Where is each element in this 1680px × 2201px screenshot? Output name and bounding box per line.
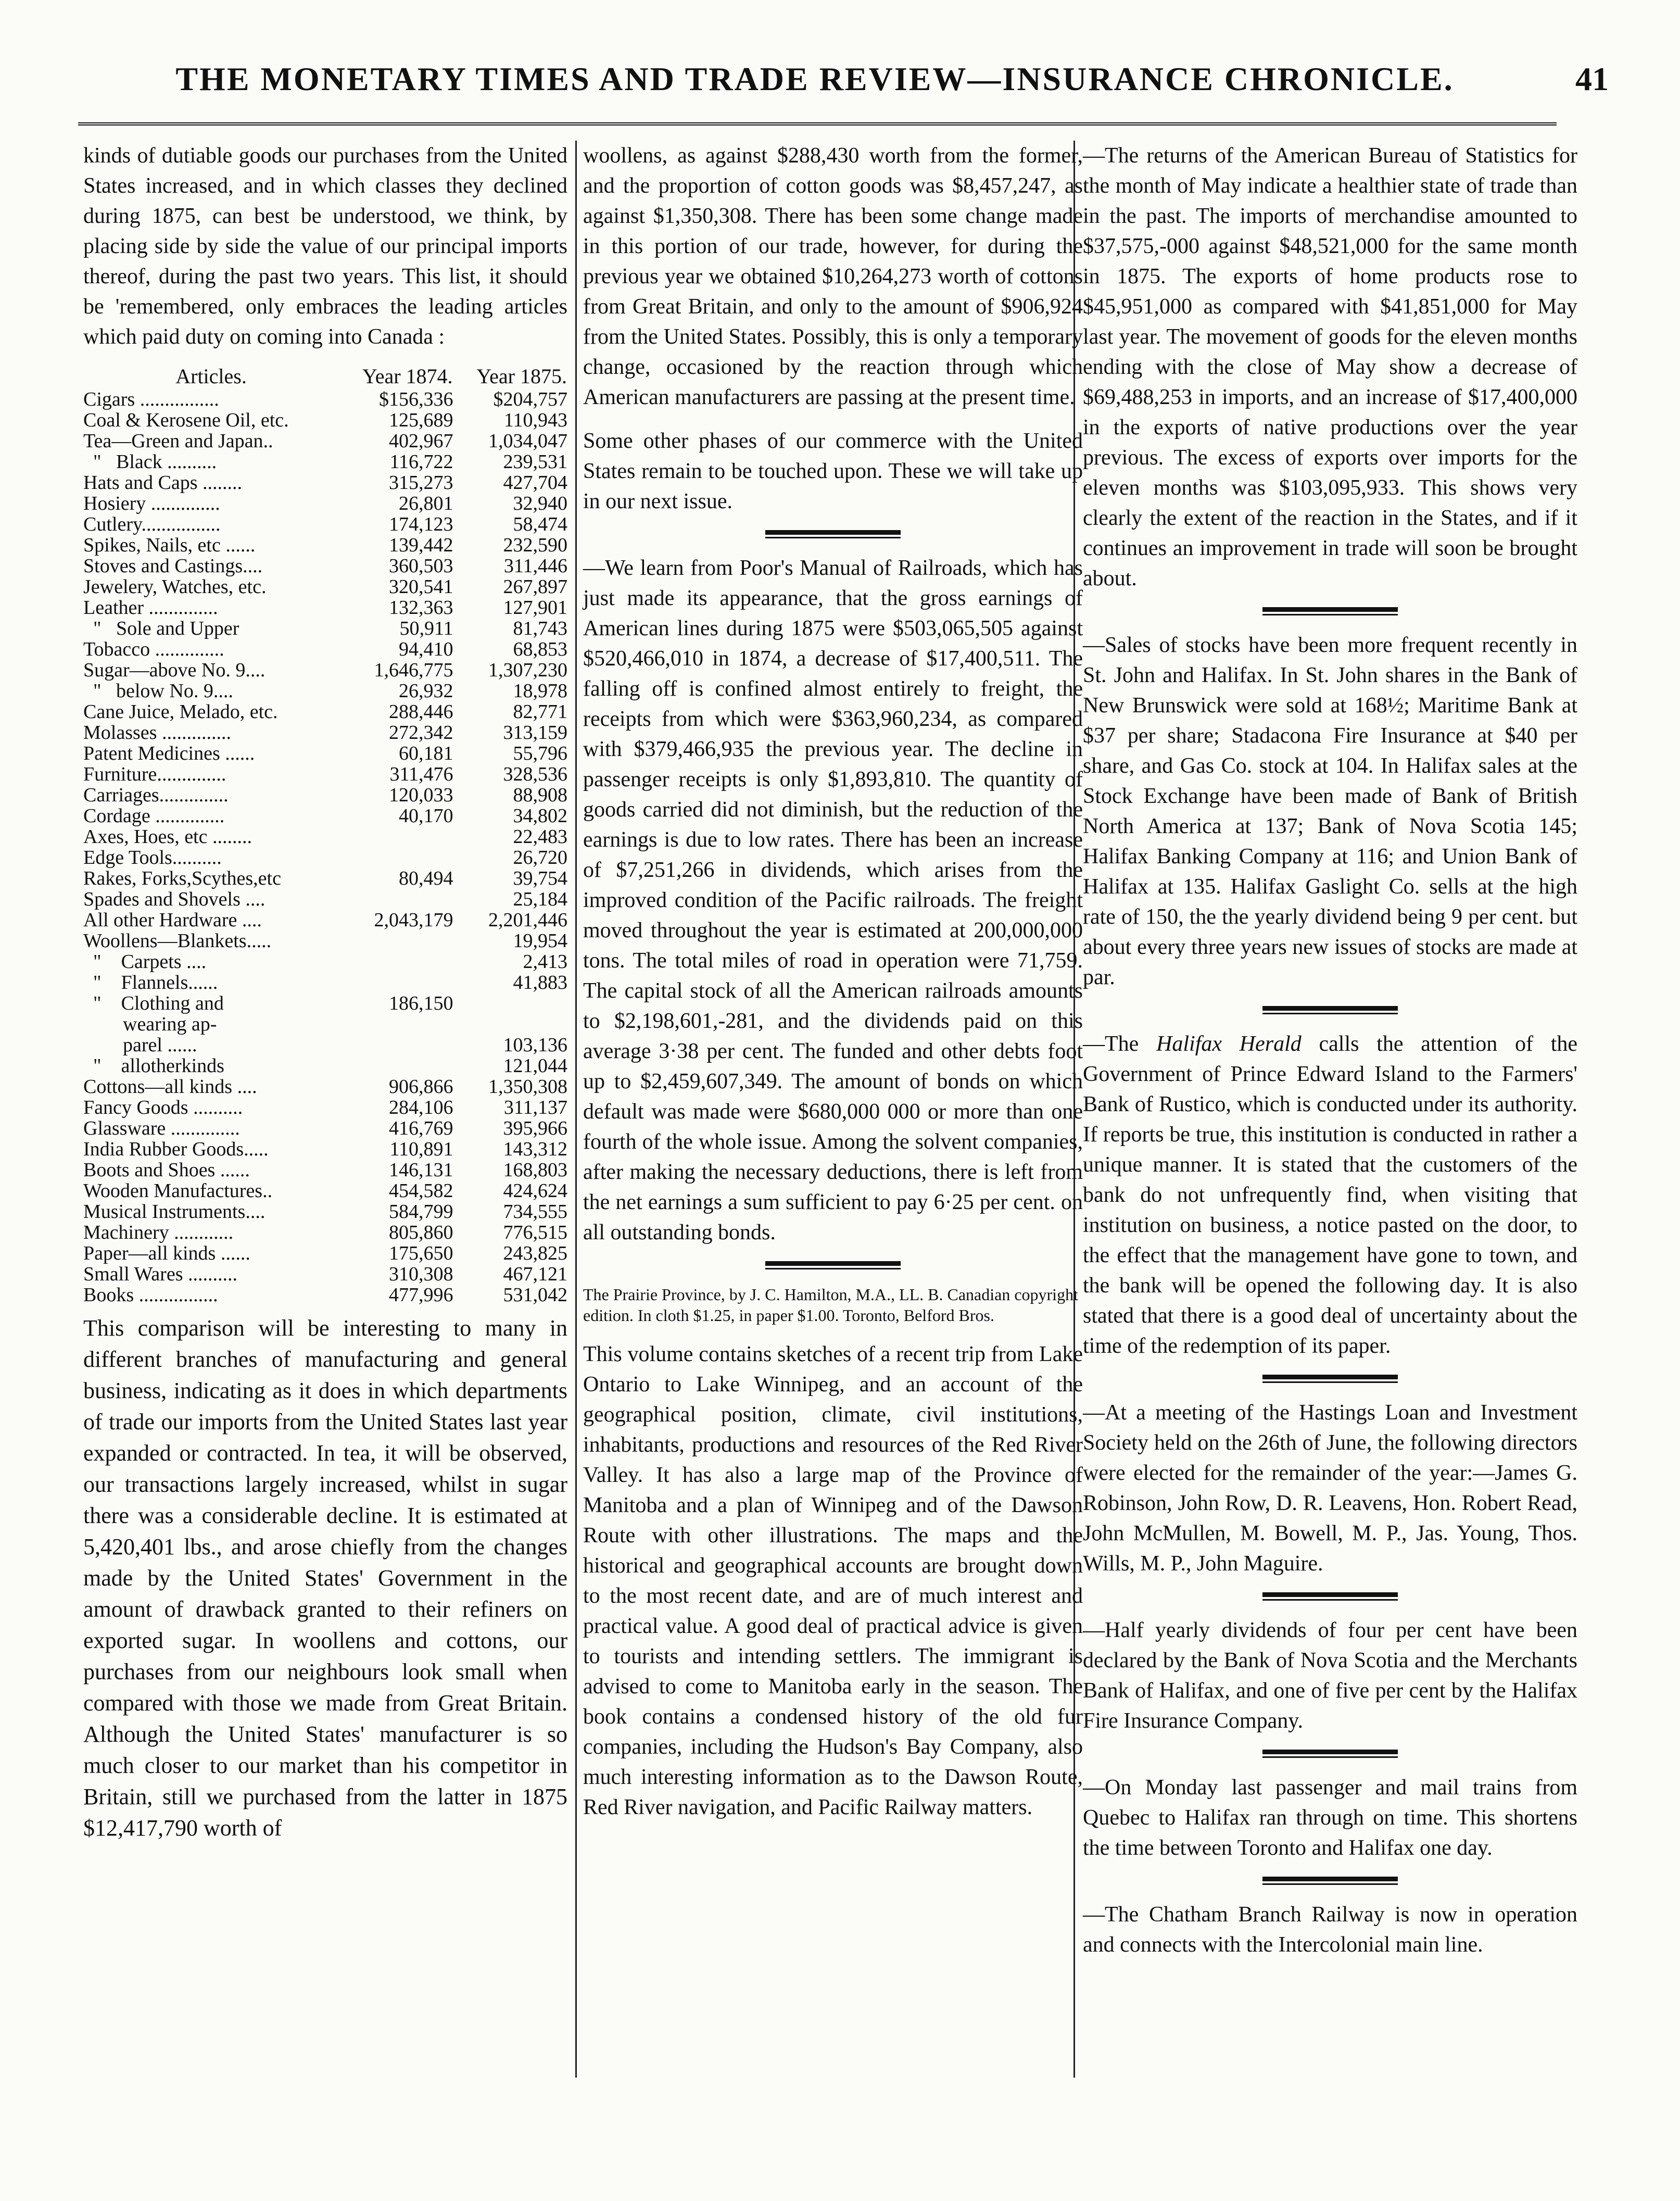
value-cell: 311,476 bbox=[389, 763, 453, 785]
table-row bbox=[83, 535, 567, 556]
section-separator bbox=[1262, 607, 1398, 615]
value-cell bbox=[339, 951, 453, 972]
value-cell: 55,796 bbox=[513, 743, 567, 764]
article-cell: " Carpets .... bbox=[83, 951, 207, 972]
newspaper-name: Halifax Herald bbox=[1156, 1032, 1302, 1056]
article-text: This volume contains sketches of a recent trip from Lake Ontario to Lake Winnipeg, and an account of the geographical position, climate, civil institutions, inhabitants, productions and resources of the Red River Valley. It has also a large map of the Province of Manitoba and a plan of Winnipeg and of the Dawson Route with other illustrations. The maps and the historical and geographical accounts are brought down to the most recent date, and are of much interest and practical value. A good deal of practical advice is given to tourists and intending settlers. The immigrant is advised to come to Manitoba early in the season. The book contains a condensed history of the old fur companies, including the Hudson's Bay Company, also much interesting information as to the Dawson Route, Red River navigation, and Pacific Railway matters. bbox=[583, 1342, 1083, 1819]
value-cell: 34,802 bbox=[513, 805, 567, 827]
value-cell: 320,541 bbox=[389, 576, 453, 598]
value-cell: 127,901 bbox=[503, 597, 567, 619]
section-separator bbox=[765, 1261, 901, 1269]
table-row bbox=[83, 639, 567, 660]
table-body bbox=[83, 389, 567, 1305]
value-cell: 232,590 bbox=[503, 534, 567, 556]
value-cell: 315,273 bbox=[389, 472, 453, 494]
article-cell: Spikes, Nails, etc ...... bbox=[83, 535, 256, 556]
value-cell: 776,515 bbox=[503, 1222, 567, 1243]
value-cell: 26,720 bbox=[513, 847, 567, 869]
value-cell: 284,106 bbox=[389, 1097, 453, 1118]
table-row bbox=[83, 1222, 567, 1243]
table-row bbox=[83, 1180, 567, 1201]
table-row bbox=[83, 431, 567, 451]
table-row bbox=[83, 1285, 567, 1305]
value-cell: 80,494 bbox=[399, 867, 453, 889]
value-cell: 121,044 bbox=[503, 1055, 567, 1077]
column-1 bbox=[83, 141, 567, 1857]
table-row bbox=[83, 1201, 567, 1222]
value-cell: 19,954 bbox=[513, 930, 567, 952]
article-cell: Hosiery .............. bbox=[83, 493, 220, 514]
table-row bbox=[83, 910, 567, 930]
text-span: calls the attention of the Government of Prince Edward Island to the Farmers' Bank of Rustico, which is conducted under its authority. If reports be true, this institution is conducted in rather a unique manner. It is stated that the customers of the bank do not unfrequently find, when visiting that institution on business, a notice pasted on the door, to the effect that the management have gone to town, and the bank will be opened the following day. It is also stated that there is a good deal of uncertainty about the time of the redemption of its paper. bbox=[1083, 1032, 1578, 1358]
value-cell: 310,308 bbox=[389, 1263, 453, 1285]
article-cell: Carriages.............. bbox=[83, 785, 229, 806]
table-row bbox=[83, 1160, 567, 1180]
table-row bbox=[83, 764, 567, 785]
review-heading: The Prairie Province, by J. C. Hamilton, M.A., LL. B. Canadian copyright edition. In cloth $1.25, in paper $1.00. Toronto, Belford Bros. bbox=[583, 1285, 1078, 1325]
column-divider bbox=[575, 141, 577, 2078]
article-cell: Musical Instruments.... bbox=[83, 1201, 266, 1222]
value-cell: 39,754 bbox=[513, 867, 567, 889]
section-separator bbox=[765, 530, 901, 538]
article-text: —We learn from Poor's Manual of Railroads, which has just made its appearance, that the gross earnings of American lines during 1875 were $503,065,505 against $520,466,010 in 1874, a decrease of $17,400,511. The falling off is confined almost entirely to freight, the receipts from which were $363,960,234, as compared with $379,466,935 the previous year. The decline in passenger receipts is only $1,893,810. The quantity of goods carried did not diminish, but the reduction of the earnings is due to low rates. There has been an increase of $7,251,266 in dividends, which arises from the improved condition of the Pacific railroads. The freight moved throughout the year is estimated at 200,000,000 tons. The total miles of road in operation were 71,759. The capital stock of all the American railroads amounts to $2,198,601,-281, and the dividends paid on this average 3·38 per cent. The funded and other debts foot up to $2,459,607,349. The amount of bonds on which default was made were $680,000 000 or more than one fourth of the whole issue. Among the solvent companies, after making the necessary deductions, there is left from the net earnings a sum sufficient to pay 6·25 per cent. on all outstanding bonds. bbox=[583, 556, 1083, 1244]
value-cell: 477,996 bbox=[389, 1284, 453, 1306]
value-cell: 186,150 bbox=[389, 992, 453, 1014]
value-cell: 531,042 bbox=[503, 1284, 567, 1306]
table-row bbox=[83, 972, 567, 993]
value-cell: 82,771 bbox=[513, 701, 567, 723]
table-row bbox=[83, 743, 567, 764]
article-cell: Patent Medicines ...... bbox=[83, 743, 255, 764]
article-cell: Machinery ............ bbox=[83, 1222, 234, 1243]
value-cell: 328,536 bbox=[503, 763, 567, 785]
article-cell: Paper—all kinds ...... bbox=[83, 1243, 250, 1264]
value-cell: 132,363 bbox=[389, 597, 453, 619]
value-cell bbox=[453, 993, 567, 1014]
article-cell: Cigars ................ bbox=[83, 389, 219, 410]
table-row bbox=[83, 1264, 567, 1285]
value-cell: 22,483 bbox=[513, 826, 567, 848]
value-cell: 427,704 bbox=[503, 472, 567, 494]
table-row bbox=[83, 472, 567, 493]
table-row bbox=[83, 597, 567, 618]
table-row bbox=[83, 410, 567, 431]
value-cell: 58,474 bbox=[513, 513, 567, 535]
table-row bbox=[83, 451, 567, 472]
article-cell: Spades and Shovels .... bbox=[83, 889, 266, 910]
article-cell: Hats and Caps ........ bbox=[83, 472, 243, 493]
value-cell bbox=[339, 972, 453, 993]
table-row bbox=[83, 1118, 567, 1139]
article-text: This comparison will be interesting to many in different branches of manufacturing and general business, indicating as it does in which departments of trade our imports from the United States last year expanded or contracted. In tea, it will be observed, our transactions largely increased, whilst in sugar there was a considerable decline. It is estimated at 5,420,401 lbs., and arose chiefly from the changes made by the United States' Government in the amount of drawback granted to their refiners on exported sugar. In woollens and cottons, our purchases from our neighbours look small when compared with those we made from Great Britain. Although the United States' manufacturer is so much closer to our market than his competitor in Britain, still we purchased from the latter in 1875 $12,417,790 worth of bbox=[83, 1315, 567, 1841]
page-header bbox=[78, 60, 1609, 117]
table-row bbox=[83, 618, 567, 639]
article-cell: India Rubber Goods..... bbox=[83, 1139, 269, 1160]
section-separator bbox=[1262, 1877, 1398, 1885]
column-3 bbox=[1083, 141, 1577, 1973]
article-cell: Glassware .............. bbox=[83, 1118, 240, 1139]
value-cell bbox=[339, 1014, 453, 1035]
header-rule bbox=[78, 122, 1557, 128]
value-cell: 174,123 bbox=[389, 513, 453, 535]
value-cell: 50,911 bbox=[399, 618, 453, 639]
value-cell: 175,650 bbox=[389, 1242, 453, 1264]
article-cell: Wooden Manufactures.. bbox=[83, 1180, 273, 1201]
article-cell: Sugar—above No. 9.... bbox=[83, 660, 266, 681]
article-cell: " Black .......... bbox=[83, 451, 217, 472]
value-cell: 88,908 bbox=[513, 784, 567, 806]
article-text: —On Monday last passenger and mail trains from Quebec to Halifax ran through on time. This shortens the time between Toronto and Halifax one day. bbox=[1083, 1776, 1577, 1860]
article-cell: Stoves and Castings.... bbox=[83, 556, 263, 576]
table-row bbox=[83, 806, 567, 826]
value-cell: 2,201,446 bbox=[488, 909, 567, 931]
table-row bbox=[83, 889, 567, 910]
section-separator bbox=[1262, 1375, 1398, 1383]
value-cell: 395,966 bbox=[503, 1117, 567, 1139]
article-cell: Tea—Green and Japan.. bbox=[83, 431, 273, 451]
value-cell bbox=[339, 1055, 453, 1076]
table-row bbox=[83, 514, 567, 535]
value-cell: 116,722 bbox=[389, 451, 453, 473]
column-header: Articles. bbox=[175, 364, 247, 388]
value-cell: $156,336 bbox=[379, 388, 453, 410]
value-cell: 2,043,179 bbox=[374, 909, 453, 931]
table-row bbox=[83, 493, 567, 514]
value-cell: 26,932 bbox=[399, 680, 453, 702]
value-cell: 18,978 bbox=[513, 680, 567, 702]
article-cell: Leather .............. bbox=[83, 597, 218, 618]
column-header: Year 1874. bbox=[362, 364, 453, 388]
table-row bbox=[83, 826, 567, 847]
value-cell bbox=[339, 1035, 453, 1055]
section-separator bbox=[1262, 1006, 1398, 1014]
value-cell: 110,943 bbox=[503, 409, 567, 431]
article-cell: wearing ap- bbox=[83, 1014, 217, 1035]
article-cell: " below No. 9.... bbox=[83, 681, 233, 701]
article-cell: Fancy Goods .......... bbox=[83, 1097, 243, 1118]
value-cell: $204,757 bbox=[493, 388, 567, 410]
article-cell: Books ................ bbox=[83, 1285, 218, 1305]
article-cell: Cordage .............. bbox=[83, 806, 225, 826]
article-text: kinds of dutiable goods our purchases from the United States increased, and in which classes they declined during 1875, can best be understood, we think, by placing side by side the value of our principal imports thereof, during the past two years. This list, it should be 'remembered, only embraces the leading articles which paid duty on coming into Canada : bbox=[83, 144, 567, 349]
value-cell: 81,743 bbox=[513, 618, 567, 639]
article-cell: parel ...... bbox=[83, 1035, 197, 1055]
value-cell: 1,307,230 bbox=[488, 659, 567, 681]
value-cell: 243,825 bbox=[503, 1242, 567, 1264]
table-row bbox=[83, 660, 567, 681]
value-cell: 360,503 bbox=[389, 555, 453, 577]
page-number: 41 bbox=[1575, 60, 1609, 97]
value-cell: 68,853 bbox=[513, 638, 567, 660]
article-cell: Rakes, Forks,Scythes,etc bbox=[83, 868, 281, 889]
value-cell: 143,312 bbox=[503, 1138, 567, 1160]
value-cell bbox=[339, 826, 453, 847]
column-2 bbox=[583, 141, 1083, 1836]
article-text bbox=[1083, 1029, 1577, 1361]
article-cell: " Sole and Upper bbox=[83, 618, 239, 639]
value-cell: 60,181 bbox=[399, 743, 453, 764]
table-row bbox=[83, 785, 567, 806]
value-cell: 168,803 bbox=[503, 1159, 567, 1181]
table-row bbox=[83, 1097, 567, 1118]
article-text: —The Chatham Branch Railway is now in operation and connects with the Intercolonial main line. bbox=[1083, 1903, 1577, 1957]
value-cell: 32,940 bbox=[513, 493, 567, 514]
article-cell: All other Hardware .... bbox=[83, 910, 262, 930]
table-row bbox=[83, 1014, 567, 1035]
value-cell: 906,866 bbox=[389, 1076, 453, 1098]
table-row bbox=[83, 868, 567, 889]
value-cell: 272,342 bbox=[389, 722, 453, 744]
value-cell: 110,891 bbox=[389, 1138, 453, 1160]
section-separator bbox=[1262, 1592, 1398, 1601]
value-cell: 467,121 bbox=[503, 1263, 567, 1285]
article-cell: Cane Juice, Melado, etc. bbox=[83, 701, 278, 722]
value-cell: 146,131 bbox=[389, 1159, 453, 1181]
value-cell: 1,034,047 bbox=[488, 430, 567, 452]
value-cell: 2,413 bbox=[523, 951, 567, 973]
value-cell: 25,184 bbox=[513, 888, 567, 910]
value-cell bbox=[453, 1014, 567, 1035]
value-cell: 311,137 bbox=[503, 1097, 567, 1118]
table-row bbox=[83, 847, 567, 868]
article-cell: Cutlery................ bbox=[83, 514, 221, 535]
table-row bbox=[83, 1076, 567, 1097]
value-cell bbox=[339, 847, 453, 868]
value-cell: 239,531 bbox=[503, 451, 567, 473]
value-cell: 416,769 bbox=[389, 1117, 453, 1139]
article-text: —At a meeting of the Hastings Loan and Investment Society held on the 26th of June, the following directors were elected for the remainder of the year:—James G. Robinson, John Row, D. R. Leavens, Hon. Robert Read, John McMullen, M. Bowell, M. P., Jas. Young, Thos. Wills, M. P., John Maguire. bbox=[1083, 1401, 1577, 1576]
value-cell: 584,799 bbox=[389, 1201, 453, 1223]
article-cell: Edge Tools.......... bbox=[83, 847, 222, 868]
value-cell: 454,582 bbox=[389, 1180, 453, 1202]
article-cell: Cottons—all kinds .... bbox=[83, 1076, 257, 1097]
article-cell: " Flannels...... bbox=[83, 972, 218, 993]
table-row bbox=[83, 556, 567, 576]
value-cell: 805,860 bbox=[389, 1222, 453, 1243]
value-cell: 125,689 bbox=[389, 409, 453, 431]
article-text: Some other phases of our commerce with the United States remain to be touched upon. These we will take up in our next issue. bbox=[583, 429, 1083, 513]
article-cell: Boots and Shoes ...... bbox=[83, 1160, 250, 1180]
value-cell: 288,446 bbox=[389, 701, 453, 723]
article-text: —Sales of stocks have been more frequent recently in St. John and Halifax. In St. John shares in the Bank of New Brunswick were sold at 168½; Maritime Bank at $37 per share; Stadacona Fire Insurance at $40 per share, and Gas Co. stock at 104. In Halifax sales at the Stock Exchange have been made of Bank of British North America at 137; Bank of Nova Scotia 145; Halifax Banking Company at 116; and Union Bank of Halifax at 135. Halifax Gaslight Co. sells at the high rate of 150, the the yearly dividend being 9 per cent. but about every three years new issues of stocks are made at par. bbox=[1083, 633, 1577, 989]
value-cell: 26,801 bbox=[399, 493, 453, 514]
table-row bbox=[83, 722, 567, 743]
table-row bbox=[83, 1243, 567, 1264]
value-cell: 267,897 bbox=[503, 576, 567, 598]
article-cell: Molasses .............. bbox=[83, 722, 231, 743]
value-cell bbox=[339, 889, 453, 910]
article-cell: " Clothing and bbox=[83, 993, 224, 1014]
table-row bbox=[83, 576, 567, 597]
value-cell: 139,442 bbox=[389, 534, 453, 556]
text-span: —The bbox=[1083, 1032, 1157, 1056]
imports-table bbox=[83, 366, 567, 1305]
table-row bbox=[83, 1035, 567, 1055]
table-header-row bbox=[83, 366, 567, 389]
table-row bbox=[83, 681, 567, 701]
article-cell: Tobacco .............. bbox=[83, 639, 224, 660]
masthead-title: THE MONETARY TIMES AND TRADE REVIEW—INSURANCE CHRONICLE. bbox=[175, 60, 1454, 97]
table-row bbox=[83, 993, 567, 1014]
table-row bbox=[83, 930, 567, 951]
table-row bbox=[83, 951, 567, 972]
table-row bbox=[83, 701, 567, 722]
value-cell: 1,646,775 bbox=[374, 659, 453, 681]
article-cell: " allotherkinds bbox=[83, 1055, 224, 1076]
value-cell: 313,159 bbox=[503, 722, 567, 744]
value-cell: 40,170 bbox=[399, 805, 453, 827]
article-cell: Furniture.............. bbox=[83, 764, 226, 785]
article-text: —Half yearly dividends of four per cent have been declared by the Bank of Nova Scotia and the Merchants Bank of Halifax, and one of five per cent by the Halifax Fire Insurance Company. bbox=[1083, 1618, 1577, 1733]
table-row bbox=[83, 389, 567, 410]
value-cell: 402,967 bbox=[389, 430, 453, 452]
article-text: —The returns of the American Bureau of Statistics for the month of May indicate a healthier state of trade than in the past. The imports of merchandise amounted to $37,575,-000 against $48,521,000 for the same month in 1875. The exports of home products rose to $45,951,000 as compared with $41,851,000 for May last year. The movement of goods for the eleven months ending with the close of May show a decrease of $69,488,253 in imports, and an increase of $17,400,000 in the exports of native productions over the year previous. The excess of exports over imports for the eleven months was $103,095,933. This shows very clearly the extent of the reaction in the States, and if it continues an improvement in trade will soon be brought about. bbox=[1083, 144, 1577, 590]
value-cell: 41,883 bbox=[513, 972, 567, 993]
value-cell: 94,410 bbox=[399, 638, 453, 660]
section-separator bbox=[1262, 1750, 1398, 1758]
article-cell: Axes, Hoes, etc ........ bbox=[83, 826, 252, 847]
article-text: woollens, as against $288,430 worth from the former, and the proportion of cotton goods was $8,457,247, as against $1,350,308. There has been some change made in this portion of our trade, however, for during the previous year we obtained $10,264,273 worth of cottons from Great Britain, and only to the amount of $906,924 from the United States. Possibly, this is only a temporary change, occasioned by the reaction through which American manufacturers are passing at the present time. bbox=[583, 144, 1083, 409]
value-cell: 103,136 bbox=[503, 1034, 567, 1056]
value-cell: 734,555 bbox=[503, 1201, 567, 1223]
table-row bbox=[83, 1055, 567, 1076]
value-cell: 120,033 bbox=[389, 784, 453, 806]
article-cell: Jewelery, Watches, etc. bbox=[83, 576, 267, 597]
article-cell: Coal & Kerosene Oil, etc. bbox=[83, 410, 289, 431]
article-cell: Woollens—Blankets..... bbox=[83, 930, 272, 951]
value-cell: 424,624 bbox=[503, 1180, 567, 1202]
table-row bbox=[83, 1139, 567, 1160]
value-cell: 1,350,308 bbox=[488, 1076, 567, 1098]
column-header: Year 1875. bbox=[476, 364, 567, 388]
article-cell: Small Wares .......... bbox=[83, 1264, 237, 1285]
value-cell bbox=[339, 930, 453, 951]
value-cell: 311,446 bbox=[503, 555, 567, 577]
